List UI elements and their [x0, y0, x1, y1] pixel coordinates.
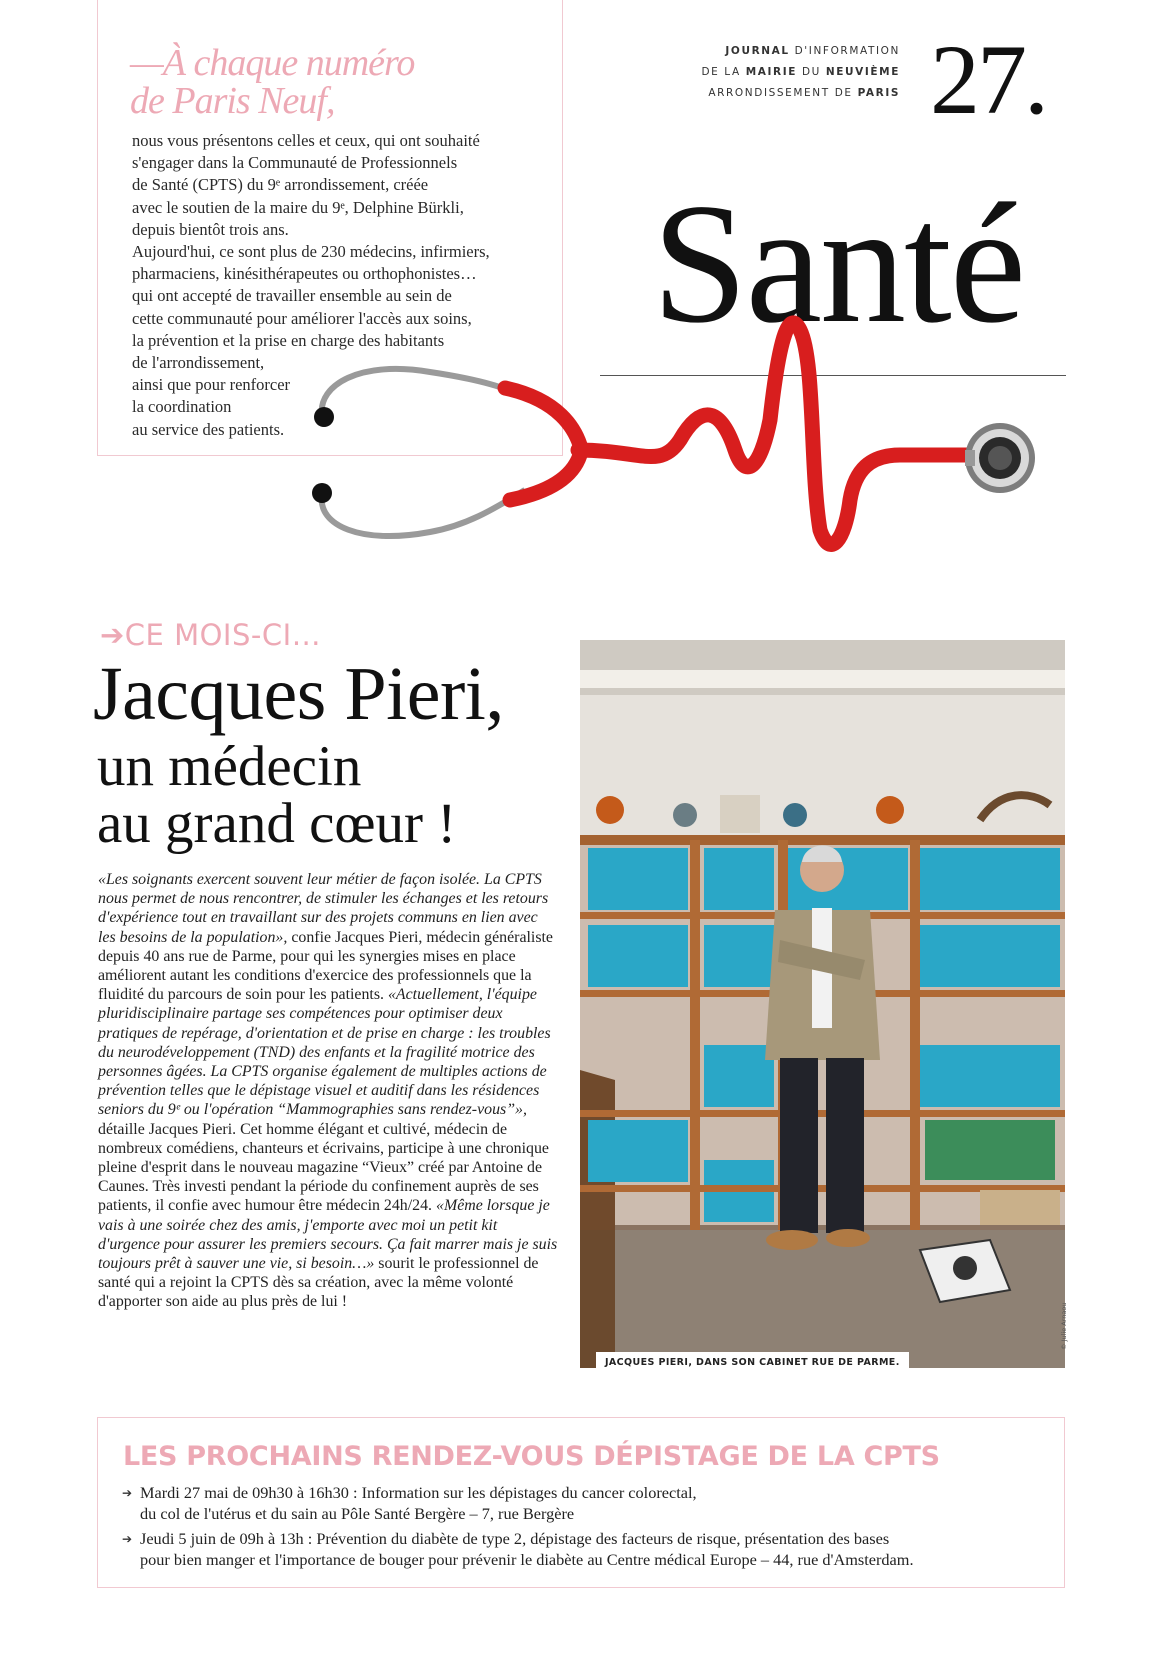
- intro-line: la coordination: [132, 397, 232, 417]
- event-line: pour bien manger et l'importance de bouger pour prévenir le diabète au Centre médical Europe – 44, rue d'Amsterdam.: [140, 1549, 914, 1569]
- body-text: sourit le professionnel de santé qui a rejoint la CPTS dès sa création, avec la même volonté d'apporter son aide au plus près de lui !: [98, 1255, 539, 1311]
- intro-line: de l'arrondissement,: [132, 353, 265, 373]
- intro-line: nous vous présentons celles et ceux, qui ont souhaité: [132, 131, 480, 150]
- event-line: Mardi 27 mai de 09h30 à 16h30 : Information sur les dépistages du cancer colorectal,: [140, 1483, 697, 1502]
- photo-caption: JACQUES PIERI, DANS SON CABINET RUE DE PARME.: [596, 1352, 909, 1372]
- stethoscope-icon: [300, 300, 1090, 570]
- intro-heading-line-1: —À chaque numéro: [130, 42, 415, 84]
- issue-number: 27.: [930, 24, 1046, 135]
- intro-line: pharmaciens, kinésithérapeutes ou orthophonistes…: [132, 264, 477, 284]
- masthead-word: JOURNAL: [725, 45, 790, 57]
- article-subheadline: [97, 735, 567, 855]
- masthead-word: DE LA: [701, 66, 741, 78]
- event-line: Jeudi 5 juin de 09h à 13h : Prévention du diabète de type 2, dépistage des facteurs de risque, présentation des bases: [140, 1529, 890, 1548]
- event-line: du col de l'utérus et du sain au Pôle Santé Bergère – 7, rue Bergère: [140, 1503, 575, 1523]
- intro-line: avec le soutien de la maire du 9ᵉ, Delphine Bürkli,: [132, 197, 464, 217]
- intro-line: qui ont accepté de travailler ensemble au sein de: [132, 286, 452, 306]
- event-item: [122, 1483, 1042, 1524]
- intro-line: la prévention et la prise en charge des habitants: [132, 330, 445, 350]
- intro-heading-line-2: de Paris Neuf,: [130, 80, 335, 122]
- intro-line: cette communauté pour améliorer l'accès aux soins,: [132, 308, 472, 328]
- article-body: [98, 870, 558, 1312]
- journal-masthead: [700, 41, 900, 104]
- article-kicker: ➔CE MOIS-CI…: [100, 618, 322, 652]
- body-text: détaille Jacques Pieri. Cet homme élégant et cultivé, médecin de nombreux comédiens, chanteurs et écrivains, participe à une chronique pleine d'esprit dans le nouveau magazine “Vieux” créé par Antoine de Caunes. Très investi pendant la période du confinement auprès de ses patients, il confie avec humour être médecin 24h/24.: [98, 1120, 549, 1215]
- photo-credit: © Julie Arnaou: [1060, 1302, 1068, 1350]
- article-headline: Jacques Pieri,: [93, 652, 504, 736]
- intro-line: au service des patients.: [132, 419, 285, 439]
- masthead-word: PARIS: [857, 87, 900, 99]
- masthead-word: D'INFORMATION: [794, 45, 900, 57]
- intro-line: s'engager dans la Communauté de Professionnels: [132, 153, 458, 173]
- quote: «Les soignants exercent souvent leur métier de façon isolée. La CPTS nous permet de nous rencontrer, de stimuler les échanges et les retours d'expérience tout en travaillant sur des projets communs en lien avec les besoins de la population»,: [98, 871, 549, 946]
- intro-line: depuis bientôt trois ans.: [132, 219, 289, 239]
- events-title: LES PROCHAINS RENDEZ-VOUS DÉPISTAGE DE LA CPTS: [123, 1441, 940, 1472]
- arrow-right-icon: ➔: [122, 1532, 133, 1546]
- arrow-right-icon: ➔: [122, 1486, 133, 1500]
- masthead-word: MAIRIE: [745, 66, 797, 78]
- body-text: confie Jacques Pieri, médecin généraliste depuis 40 ans rue de Parme, pour qui les synergies mises en place améliorent autant les conditions d'exercice des professionnels que la fluidité du parcours de soin pour les patients.: [98, 928, 553, 1004]
- masthead-word: ARRONDISSEMENT DE: [708, 87, 853, 99]
- intro-heading: [130, 44, 510, 120]
- masthead-word: NEUVIÈME: [825, 66, 900, 78]
- intro-line: de Santé (CPTS) du 9ᵉ arrondissement, créée: [132, 175, 429, 195]
- intro-line: ainsi que pour renforcer: [132, 375, 291, 395]
- subheadline-line-2: au grand cœur !: [97, 792, 457, 855]
- intro-line: Aujourd'hui, ce sont plus de 230 médecins, infirmiers,: [132, 242, 490, 262]
- quote: «Même lorsque je vais à une soirée chez des amis, j'emporte avec moi un petit kit d'urgence pour assurer les premiers secours. Ça fait marrer mais je suis toujours prêt à sauver une vie, si besoin…»: [98, 1197, 558, 1273]
- subheadline-line-1: un médecin: [97, 735, 362, 798]
- masthead-word: DU: [801, 66, 821, 78]
- section-title: Santé: [652, 169, 1025, 359]
- quote: «Actuellement, l'équipe pluridisciplinaire partage ses compétences pour optimiser deux pratiques de repérage, d'orientation et de prise en charge : les troubles du neurodéveloppement (TND) des enfants et la fragilité motrice des personnes âgées. La CPTS organise également de multiples actions de prévention telles que le dépistage visuel et auditif dans les résidences seniors du 9ᵉ ou l'opération “Mammographies sans rendez-vous”»,: [98, 986, 551, 1119]
- event-item: [122, 1529, 1042, 1570]
- portrait-photo: [580, 640, 1065, 1368]
